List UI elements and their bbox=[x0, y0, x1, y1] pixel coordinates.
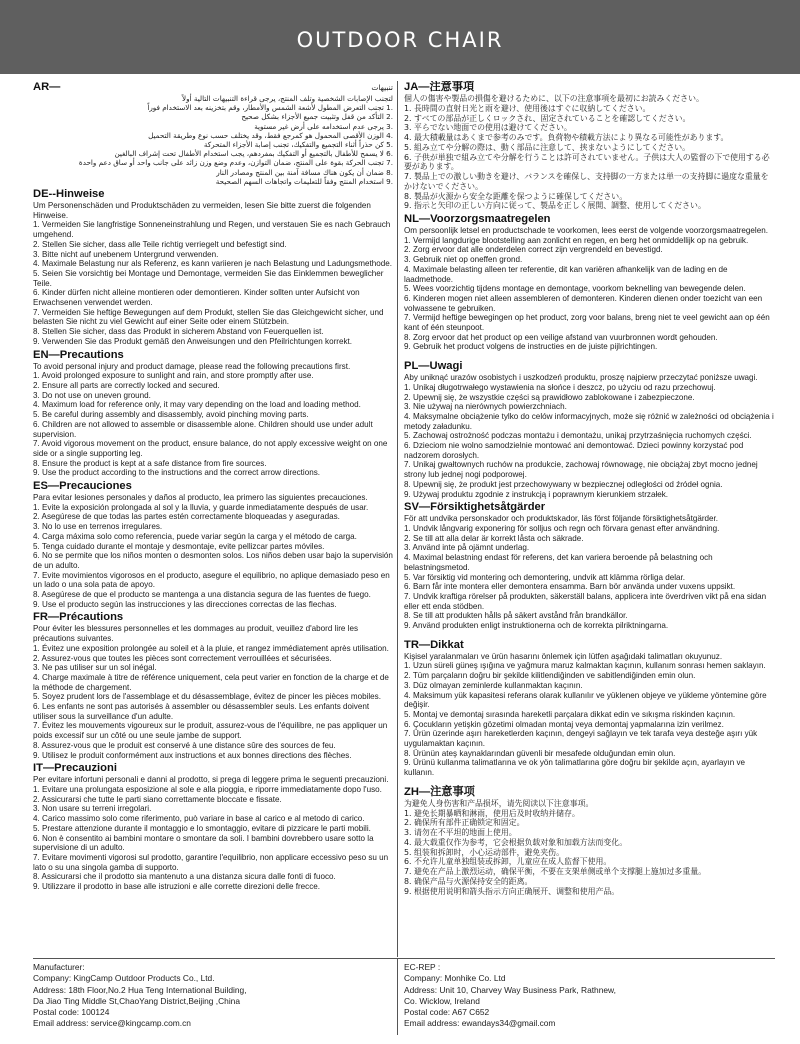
precaution-item: 1. 長時間の直射日光と雨を避け、使用後はすぐに収納してください。 bbox=[404, 103, 651, 113]
precaution-item: 1. Evitare una prolungata esposizione al sole e alla pioggia, e riporre immediatamente dopo l'uso. bbox=[33, 785, 382, 794]
precaution-list bbox=[33, 624, 393, 760]
precaution-item: 8. Se till att produkten hålls på säkert avstånd från brandkällor. bbox=[404, 611, 628, 621]
precaution-item: .6 لا يسمح للأطفال بالتجميع أو التفكيك بمفردهم، يجب استخدام الأطفال تحت إشراف البالغين bbox=[114, 149, 393, 159]
precaution-item: 3. Non usare su terreni irregolari. bbox=[33, 804, 152, 814]
precaution-item: 5. Seien Sie vorsichtig bei Montage und Demontage, vermeiden Sie das Einklemmen beweglicher Teile. bbox=[33, 268, 384, 288]
precaution-item: 2. Tüm parçaların doğru bir şekilde kilitlendiğinden ve sabitlendiğinden emin olun. bbox=[404, 671, 696, 681]
precaution-item: .7 تجنب الحركة بقوة على المنتج، ضمان التوازن، وعدم وضع وزن زائد على جانب واحد أو ساق دعم واحدة bbox=[78, 158, 393, 168]
footer-line: Postal code: A67 C652 bbox=[404, 1007, 490, 1018]
precaution-list bbox=[33, 493, 393, 609]
precaution-item: 8. 製品が火源から安全な距離を保つように確保してください。 bbox=[404, 191, 628, 201]
precaution-list bbox=[404, 94, 775, 211]
precaution-item: 5. Prestare attenzione durante il montaggio e lo smontaggio, evitare di pizzicare le parti mobili. bbox=[33, 823, 371, 833]
precaution-item: 5. Wees voorzichtig tijdens montage en demontage, voorkom beknelling van bewegende delen. bbox=[404, 284, 746, 294]
precaution-item: 7. Avoid vigorous movement on the product, ensure balance, do not apply excessive weight on one side or a single supporting leg. bbox=[33, 439, 388, 458]
left-column bbox=[33, 81, 393, 957]
precaution-item: 6. Dzieciom nie wolno samodzielnie montować ani demontować. Dzieci powinny korzystać pod nadzorem dorosłych. bbox=[404, 441, 744, 460]
section-es bbox=[33, 480, 393, 609]
precaution-item: 3. 平らでない地面での使用は避けてください。 bbox=[404, 123, 572, 133]
precaution-item: 8. Assurez-vous que le produit est conservé à une distance sûre des sources de feu. bbox=[33, 740, 336, 750]
precaution-item: To avoid personal injury and product damage, please read the following precautions first. bbox=[33, 361, 351, 371]
precaution-item: 4. Maksimum yük kapasitesi referans olarak kullanılır ve yüklenen objeye ve yükleme yöntemine göre değişir. bbox=[404, 690, 767, 710]
precaution-item: 1. Unikaj długotrwałego wystawienia na słońce i deszcz, po użyciu od razu przechowuj. bbox=[404, 382, 716, 392]
precaution-item: 2. Assicurarsi che tutte le parti siano correttamente bloccate e fissate. bbox=[33, 794, 282, 804]
precaution-item: 9. Use el producto según las instrucciones y las direcciones correctas de las flechas. bbox=[33, 599, 337, 609]
precaution-item: 7. Vermeiden Sie heftige Bewegungen auf dem Produkt, stellen Sie das Gleichgewicht sicher, und belasten Sie nicht zu viel Gewicht auf einer Seite oder einem Stützbein. bbox=[33, 307, 384, 327]
section-title: SV—Försiktighetsåtgärder bbox=[404, 501, 546, 514]
section-title: PL—Uwagi bbox=[404, 360, 463, 373]
footer bbox=[33, 958, 775, 1034]
right-column bbox=[404, 81, 775, 957]
footer-line: Email address: ewandays34@gmail.com bbox=[404, 1018, 556, 1029]
precaution-item: 個人の傷害や製品の損傷を避けるために、以下の注意事項を最初にお読みください。 bbox=[404, 94, 704, 103]
precaution-item: 5. Montaj ve demontaj sırasında hareketli parçalara dikkat edin ve sıkışma riskinden kaçının. bbox=[404, 709, 736, 719]
section-title: EN—Precautions bbox=[33, 348, 124, 361]
precaution-item: 8. Upewnij się, że produkt jest przechowywany w bezpiecznej odległości od źródeł ognia. bbox=[404, 479, 723, 489]
precaution-item: 6. Çocukların yetişkin gözetimi olmadan montaj veya demontaj yapmalarına izin verilmez. bbox=[404, 719, 724, 729]
precaution-item: 6. Barn får inte montera eller demontera ensamma. Barn bör använda under vuxens uppsikt. bbox=[404, 582, 736, 592]
precaution-list bbox=[404, 514, 775, 630]
precaution-item: 9. Utilizzare il prodotto in base alle istruzioni e alle corrette direzioni delle frecce. bbox=[33, 882, 321, 892]
precaution-item: 6. Les enfants ne sont pas autorisés à assembler ou désassembler seuls. Les enfants doivent utiliser sous la surveillance d'un adulte. bbox=[33, 702, 370, 721]
precaution-item: 3. Do not use on uneven ground. bbox=[33, 390, 151, 400]
section-fr bbox=[33, 611, 393, 760]
precaution-item: 4. Carga máxima solo como referencia, puede variar según la carga y el método de carga. bbox=[33, 531, 357, 541]
precaution-item: 4. Charge maximale à titre de référence uniquement, cela peut varier en fonction de la charge et de la méthode de chargement. bbox=[33, 672, 389, 692]
precaution-item: 7. Ürün üzerinde aşırı hareketlerden kaçının, dengeyi sağlayın ve tek tarafa veya desteğe aşırı yük uygulamaktan kaçının. bbox=[404, 729, 758, 749]
header-bar bbox=[0, 0, 800, 74]
precaution-item: Para evitar lesiones personales y daños al producto, lea primero las siguientes precauciones. bbox=[33, 493, 368, 503]
precaution-item: 9. Verwenden Sie das Produkt gemäß den Anweisungen und den Pfeilrichtungen korrekt. bbox=[33, 336, 353, 346]
precaution-item: 9. 根据使用说明和箭头指示方向正确展开、调整和使用产品。 bbox=[404, 886, 620, 896]
precaution-item: 1. Undvik långvarig exponering för solljus och regn och förvara genast efter användning. bbox=[404, 523, 720, 533]
precaution-item: 6. Children are not allowed to assemble or disassemble alone. Children should use under adult supervision. bbox=[33, 419, 373, 439]
precaution-item: 9. Gebruik het product volgens de instructies en de juiste pijlrichtingen. bbox=[404, 342, 658, 352]
precaution-item: 6. Non è consentito ai bambini montare o smontare da soli. I bambini dovrebbero usare sotto la supervisione di un adulto. bbox=[33, 833, 374, 853]
precaution-item: 2. Zorg ervoor dat alle onderdelen correct zijn vergrendeld en bevestigd. bbox=[404, 245, 663, 255]
precaution-item: 9. Använd produkten enligt instruktionerna och de korrekta pilriktningarna. bbox=[404, 621, 669, 631]
precaution-item: .3 يرجى عدم استخدامه على أرض غير مستوية bbox=[254, 121, 393, 131]
precaution-list bbox=[404, 226, 775, 352]
footer-line: EC-REP : bbox=[404, 962, 441, 972]
section-title: IT—Precauzioni bbox=[33, 762, 117, 775]
precaution-item: .2 التأكد من قفل وتثبيت جميع الأجزاء بشكل صحيح bbox=[241, 112, 393, 122]
precaution-list bbox=[33, 201, 393, 347]
precaution-item: 6. No se permite que los niños monten o desmonten solos. Los niños deben usar bajo la supervisión de un adulto. bbox=[33, 551, 393, 570]
precaution-item: 9. Utilisez le produit conformément aux instructions et aux bonnes directions des flèches. bbox=[33, 750, 352, 760]
precaution-item: 6. Kinder dürfen nicht alleine montieren oder demontieren. Kinder sollten unter Aufsicht von Erwachsenen verwendet werden. bbox=[33, 288, 360, 308]
precaution-item: 5. 組み立てや分解の際は、動く部品に注意して、挟まないようにしてください。 bbox=[404, 142, 691, 152]
precaution-item: 4. Maximale belasting alleen ter referentie, dit kan variëren afhankelijk van de lading en de laadmethode. bbox=[404, 264, 728, 284]
precaution-item: 4. 最大载重仅作为参考，它会根据负载对象和加载方法而变化。 bbox=[404, 837, 628, 847]
footer-line: Address: 18th Floor,No.2 Hua Teng International Building, bbox=[33, 984, 247, 995]
precaution-item: 3. Düz olmayan zeminlerde kullanmaktan kaçının. bbox=[404, 680, 583, 690]
precaution-item: 2. Asegúrese de que todas las partes estén correctamente bloqueadas y aseguradas. bbox=[33, 512, 340, 522]
footer-line: Manufacturer: bbox=[33, 962, 85, 972]
precaution-list bbox=[404, 799, 775, 897]
section-ar bbox=[33, 81, 393, 186]
precaution-item: 5. Be careful during assembly and disassembly, avoid pinching moving parts. bbox=[33, 410, 309, 420]
precaution-item: 4. 最大積載量はあくまで参考のみです。負荷物や積載方法により異なる可能性があります。 bbox=[404, 133, 729, 142]
precaution-item: 5. 组装和拆卸时，小心运动部件，避免夹伤。 bbox=[404, 847, 564, 857]
precaution-item: 7. 避免在产品上激烈运动，确保平衡，不要在支架单侧或单个支撑腿上施加过多重量。 bbox=[404, 867, 706, 877]
precaution-list bbox=[33, 775, 393, 891]
precaution-item: 4. Maximum load for reference only, it may vary depending on the load and loading method. bbox=[33, 400, 361, 410]
precaution-item: 7. Évitez les mouvements vigoureux sur le produit, assurez-vous de l'équilibre, ne pas appliquer un poids excessif sur un côté ou une seule jambe de support. bbox=[33, 721, 388, 741]
footer-line: Company: KingCamp Outdoor Products Co., Ltd. bbox=[33, 973, 215, 984]
precaution-item: 7. Undvik kraftiga rörelser på produkten, säkerställ balans, applicera inte överdriven vikt på ena sidan eller ett enda stödben. bbox=[404, 591, 767, 611]
precaution-item: 3. Bitte nicht auf unebenem Untergrund verwenden. bbox=[33, 249, 219, 259]
footer-divider bbox=[397, 959, 398, 1035]
section-de bbox=[33, 188, 393, 347]
precaution-item: 1. Evite la exposición prolongada al sol y la lluvia, y guarde inmediatamente después de usar. bbox=[33, 502, 369, 512]
section-it bbox=[33, 762, 393, 891]
section-heading-row bbox=[33, 81, 393, 94]
precaution-item: 8. Ürünün ateş kaynaklarından güvenli bir mesafede olduğundan emin olun. bbox=[404, 748, 676, 758]
precaution-item: 2. 确保所有部件正确锁定和固定。 bbox=[404, 818, 525, 828]
precaution-list bbox=[404, 373, 775, 499]
section-title: JA—注意事項 bbox=[404, 81, 475, 93]
section-zh bbox=[404, 786, 775, 897]
section-pl bbox=[404, 360, 775, 499]
precaution-item: 9. Używaj produktu zgodnie z instrukcją i poprawnym kierunkiem strzałek. bbox=[404, 489, 669, 499]
section-ja bbox=[404, 81, 775, 211]
precaution-item: 5. Soyez prudent lors de l'assemblage et du désassemblage, évitez de pincer les pièces mobiles. bbox=[33, 692, 381, 702]
precaution-item: 3. Använd inte på ojämnt underlag. bbox=[404, 543, 530, 553]
precaution-item: Um Personenschäden und Produktschäden zu vermeiden, lesen Sie bitte zuerst die folgenden Hinweise. bbox=[33, 201, 371, 220]
precaution-item: 2. Stellen Sie sicher, dass alle Teile richtig verriegelt und befestigt sind. bbox=[33, 239, 287, 249]
document-title: OUTDOOR CHAIR bbox=[296, 28, 504, 52]
precaution-item: 7. Vermijd heftige bewegingen op het product, zorg voor balans, breng niet te veel gewicht aan op één kant of één steunpoot. bbox=[404, 313, 770, 333]
precaution-item: .9 استخدام المنتج وفقاً للتعليمات واتجاهات السهم الصحيحة bbox=[215, 176, 393, 186]
precaution-item: 1. 避免长期暴晒和淋雨，使用后及时收纳并储存。 bbox=[404, 808, 580, 818]
precaution-item: 3. Ne pas utiliser sur un sol inégal. bbox=[33, 663, 157, 673]
precaution-item: 7. Unikaj gwałtownych ruchów na produkcie, zachowaj równowagę, nie obciążaj zbyt mocno jednej strony lub jednej nogi podporowej. bbox=[404, 460, 758, 480]
precaution-item: 1. Uzun süreli güneş ışığına ve yağmura maruz kalmaktan kaçının, kullanım sonrası hemen saklayın. bbox=[404, 661, 766, 671]
precaution-item: 3. Nie używaj na nierównych powierzchniach. bbox=[404, 402, 567, 412]
precaution-item: 8. 确保产品与火源保持安全的距离。 bbox=[404, 876, 533, 886]
precaution-item: 1. Vermeiden Sie langfristige Sonneneinstrahlung und Regen, und verstauen Sie es nach Gebrauch umgehend. bbox=[33, 220, 391, 240]
ec-rep-info bbox=[404, 962, 775, 1030]
manufacturer-info bbox=[33, 962, 395, 1030]
precaution-list bbox=[33, 362, 393, 478]
precaution-item: 8. Zorg ervoor dat het product op een veilige afstand van vuurbronnen wordt gehouden. bbox=[404, 332, 718, 342]
precaution-item: För att undvika personskador och produktskador, läs först följande försiktighetsåtgärder. bbox=[404, 514, 719, 524]
precaution-item: 9. 指示と矢印の正しい方向に従って、製品を正しく展開、調整、使用してください。 bbox=[404, 201, 706, 211]
footer-line: Da Jiao Ting Middle St,ChaoYang District,Beijing ,China bbox=[33, 995, 240, 1006]
precaution-item: .8 ضمان أن يكون هناك مسافة آمنة بين المنتج ومصادر النار bbox=[216, 167, 393, 177]
precaution-item: 3. 请勿在不平坦的地面上使用。 bbox=[404, 828, 517, 838]
precaution-item: 3. Gebruik niet op oneffen grond. bbox=[404, 255, 523, 265]
section-title: FR—Précautions bbox=[33, 611, 124, 624]
precaution-item: 2. Ensure all parts are correctly locked and secured. bbox=[33, 380, 220, 390]
footer-line: Postal code: 100124 bbox=[33, 1007, 110, 1018]
precaution-item: 1. Avoid prolonged exposure to sunlight and rain, and store promptly after use. bbox=[33, 371, 314, 381]
precaution-item: 8. Asegúrese de que el producto se mantenga a una distancia segura de las fuentes de fuego. bbox=[33, 590, 371, 600]
precaution-item: 8. Assicurarsi che il prodotto sia mantenuto a una distanza sicura dalle fonti di fuoco. bbox=[33, 872, 336, 882]
precaution-item: .1 تجنب التعرض المطول لأشعة الشمس والأمطار، وقم بتخزينه بعد الاستخدام فوراً bbox=[147, 103, 393, 113]
instructions-body bbox=[33, 81, 775, 957]
footer-line: Email address: service@kingcamp.com.cn bbox=[33, 1018, 191, 1029]
section-tr bbox=[404, 639, 775, 778]
precaution-item: 7. Evite movimientos vigorosos en el producto, asegure el equilibrio, no aplique demasiado peso en un lado o una sola pata de apoyo. bbox=[33, 570, 390, 590]
precaution-item: 5. Zachowaj ostrożność podczas montażu i demontażu, unikaj przytrzaśnięcia ruchomych części. bbox=[404, 431, 752, 441]
precaution-item: 2. Upewnij się, że wszystkie części są prawidłowo zablokowane i zabezpieczone. bbox=[404, 392, 695, 402]
precaution-item: Kişisel yaralanmaları ve ürün hasarını önlemek için lütfen aşağıdaki talimatları okuyunuz. bbox=[404, 651, 723, 661]
precaution-item: 4. Maximale Belastung nur als Referenz, es kann variieren je nach Belastung und Ladungsmethode. bbox=[33, 259, 393, 269]
precaution-item: .5 كن حذراً أثناء التجميع والتفكيك، تجنب إصابة الأجزاء المتحركة bbox=[203, 140, 393, 150]
precaution-item: 2. Assurez-vous que toutes les pièces sont correctement verrouillées et sécurisées. bbox=[33, 653, 332, 663]
precaution-item: Pour éviter les blessures personnelles et les dommages au produit, veuillez d'abord lire les précautions suivantes. bbox=[33, 624, 359, 644]
precaution-item: 5. Tenga cuidado durante el montaje y desmontaje, evite pellizcar partes móviles. bbox=[33, 541, 325, 551]
footer-line: Address: Unit 10, Charvey Way Business Park, Rathnew, bbox=[404, 984, 616, 995]
precaution-item: 6. 不允许儿童单独组装或拆卸，儿童应在成人监督下使用。 bbox=[404, 857, 612, 867]
precaution-list bbox=[33, 94, 393, 186]
precaution-item: 为避免人身伤害和产品损坏，请先阅读以下注意事项。 bbox=[404, 798, 594, 808]
section-nl bbox=[404, 213, 775, 352]
precaution-item: لتجنب الإصابات الشخصية وتلف المنتج، يرجى قراءة التنبيهات التالية أولاً bbox=[182, 94, 393, 103]
column-divider bbox=[397, 81, 398, 957]
precaution-item: 4. Maksymalne obciążenie tylko do celów informacyjnych, może się różnić w zależności od obciążenia i metody załadunku. bbox=[404, 411, 774, 431]
section-subtitle: تنبيهات bbox=[371, 83, 393, 92]
precaution-item: Per evitare infortuni personali e danni al prodotto, si prega di leggere prima le seguenti precauzioni. bbox=[33, 775, 389, 785]
precaution-item: 7. 製品上での激しい動きを避け、バランスを確保し、支持脚の一方または単一の支持脚に過度な重量をかけないでください。 bbox=[404, 172, 769, 191]
precaution-item: 2. すべての部品が正しくロックされ、固定されていることを確認してください。 bbox=[404, 113, 691, 123]
footer-line: Company: Monhike Co. Ltd bbox=[404, 973, 506, 984]
section-title: ES—Precauciones bbox=[33, 480, 132, 493]
precaution-item: 9. Use the product according to the instructions and the correct arrow directions. bbox=[33, 468, 321, 478]
section-en bbox=[33, 349, 393, 478]
precaution-item: 1. Évitez une exposition prolongée au soleil et à la pluie, et rangez immédiatement après utilisation. bbox=[33, 643, 389, 653]
precaution-item: 9. Ürünü kullanma talimatlarına ve ok yön talimatlarına göre doğru bir şekilde açın, ayarlayın ve kullanın. bbox=[404, 758, 746, 778]
precaution-item: 6. 子供が単独で組み立てや分解を行うことは許可されていません。子供は大人の監督の下で使用する必要があります。 bbox=[404, 152, 770, 172]
footer-line: Co. Wicklow, Ireland bbox=[404, 995, 480, 1006]
precaution-item: 6. Kinderen mogen niet alleen assembleren of demonteren. Kinderen dienen onder toezicht van een volwassene te gebruiken. bbox=[404, 293, 763, 313]
precaution-item: 1. Vermijd langdurige blootstelling aan zonlicht en regen, en berg het onmiddellijk op na gebruik. bbox=[404, 235, 749, 245]
section-title: AR— bbox=[33, 81, 61, 93]
precaution-item: 5. Var försiktig vid montering och demontering, undvik att klämma rörliga delar. bbox=[404, 572, 686, 582]
precaution-item: Aby uniknąć urazów osobistych i uszkodzeń produktu, proszę najpierw przeczytać poniższe uwagi. bbox=[404, 373, 758, 383]
precaution-list bbox=[404, 652, 775, 778]
precaution-item: 4. Carico massimo solo come riferimento, può variare in base al carico e al metodo di carico. bbox=[33, 814, 365, 824]
section-title: ZH—注意事项 bbox=[404, 785, 475, 798]
section-title: DE--Hinweise bbox=[33, 188, 105, 201]
precaution-item: .4 الوزن الأقصى المحمول هو كمرجع فقط، وقد يختلف حسب نوع وطريقة التحميل bbox=[148, 130, 393, 140]
precaution-item: 8. Ensure the product is kept at a safe distance from fire sources. bbox=[33, 458, 267, 468]
precaution-item: 8. Stellen Sie sicher, dass das Produkt in sicherem Abstand von Feuerquellen ist. bbox=[33, 327, 324, 337]
section-title: TR—Dikkat bbox=[404, 638, 464, 651]
precaution-item: 4. Maximal belastning endast för referens, det kan variera beroende på belastning och belastningsmetod. bbox=[404, 553, 713, 572]
precaution-item: 2. Se till att alla delar är korrekt låsta och säkrade. bbox=[404, 533, 584, 543]
precaution-item: 3. No lo use en terrenos irregulares. bbox=[33, 522, 163, 532]
precaution-item: 7. Evitare movimenti vigorosi sul prodotto, garantire l'equilibrio, non applicare eccessivo peso su un lato o su una singola gamba di supporto. bbox=[33, 852, 389, 872]
section-sv bbox=[404, 501, 775, 630]
section-title: NL—Voorzorgsmaatregelen bbox=[404, 213, 551, 225]
precaution-item: Om persoonlijk letsel en productschade te voorkomen, lees eerst de volgende voorzorgsmaatregelen. bbox=[404, 226, 768, 235]
